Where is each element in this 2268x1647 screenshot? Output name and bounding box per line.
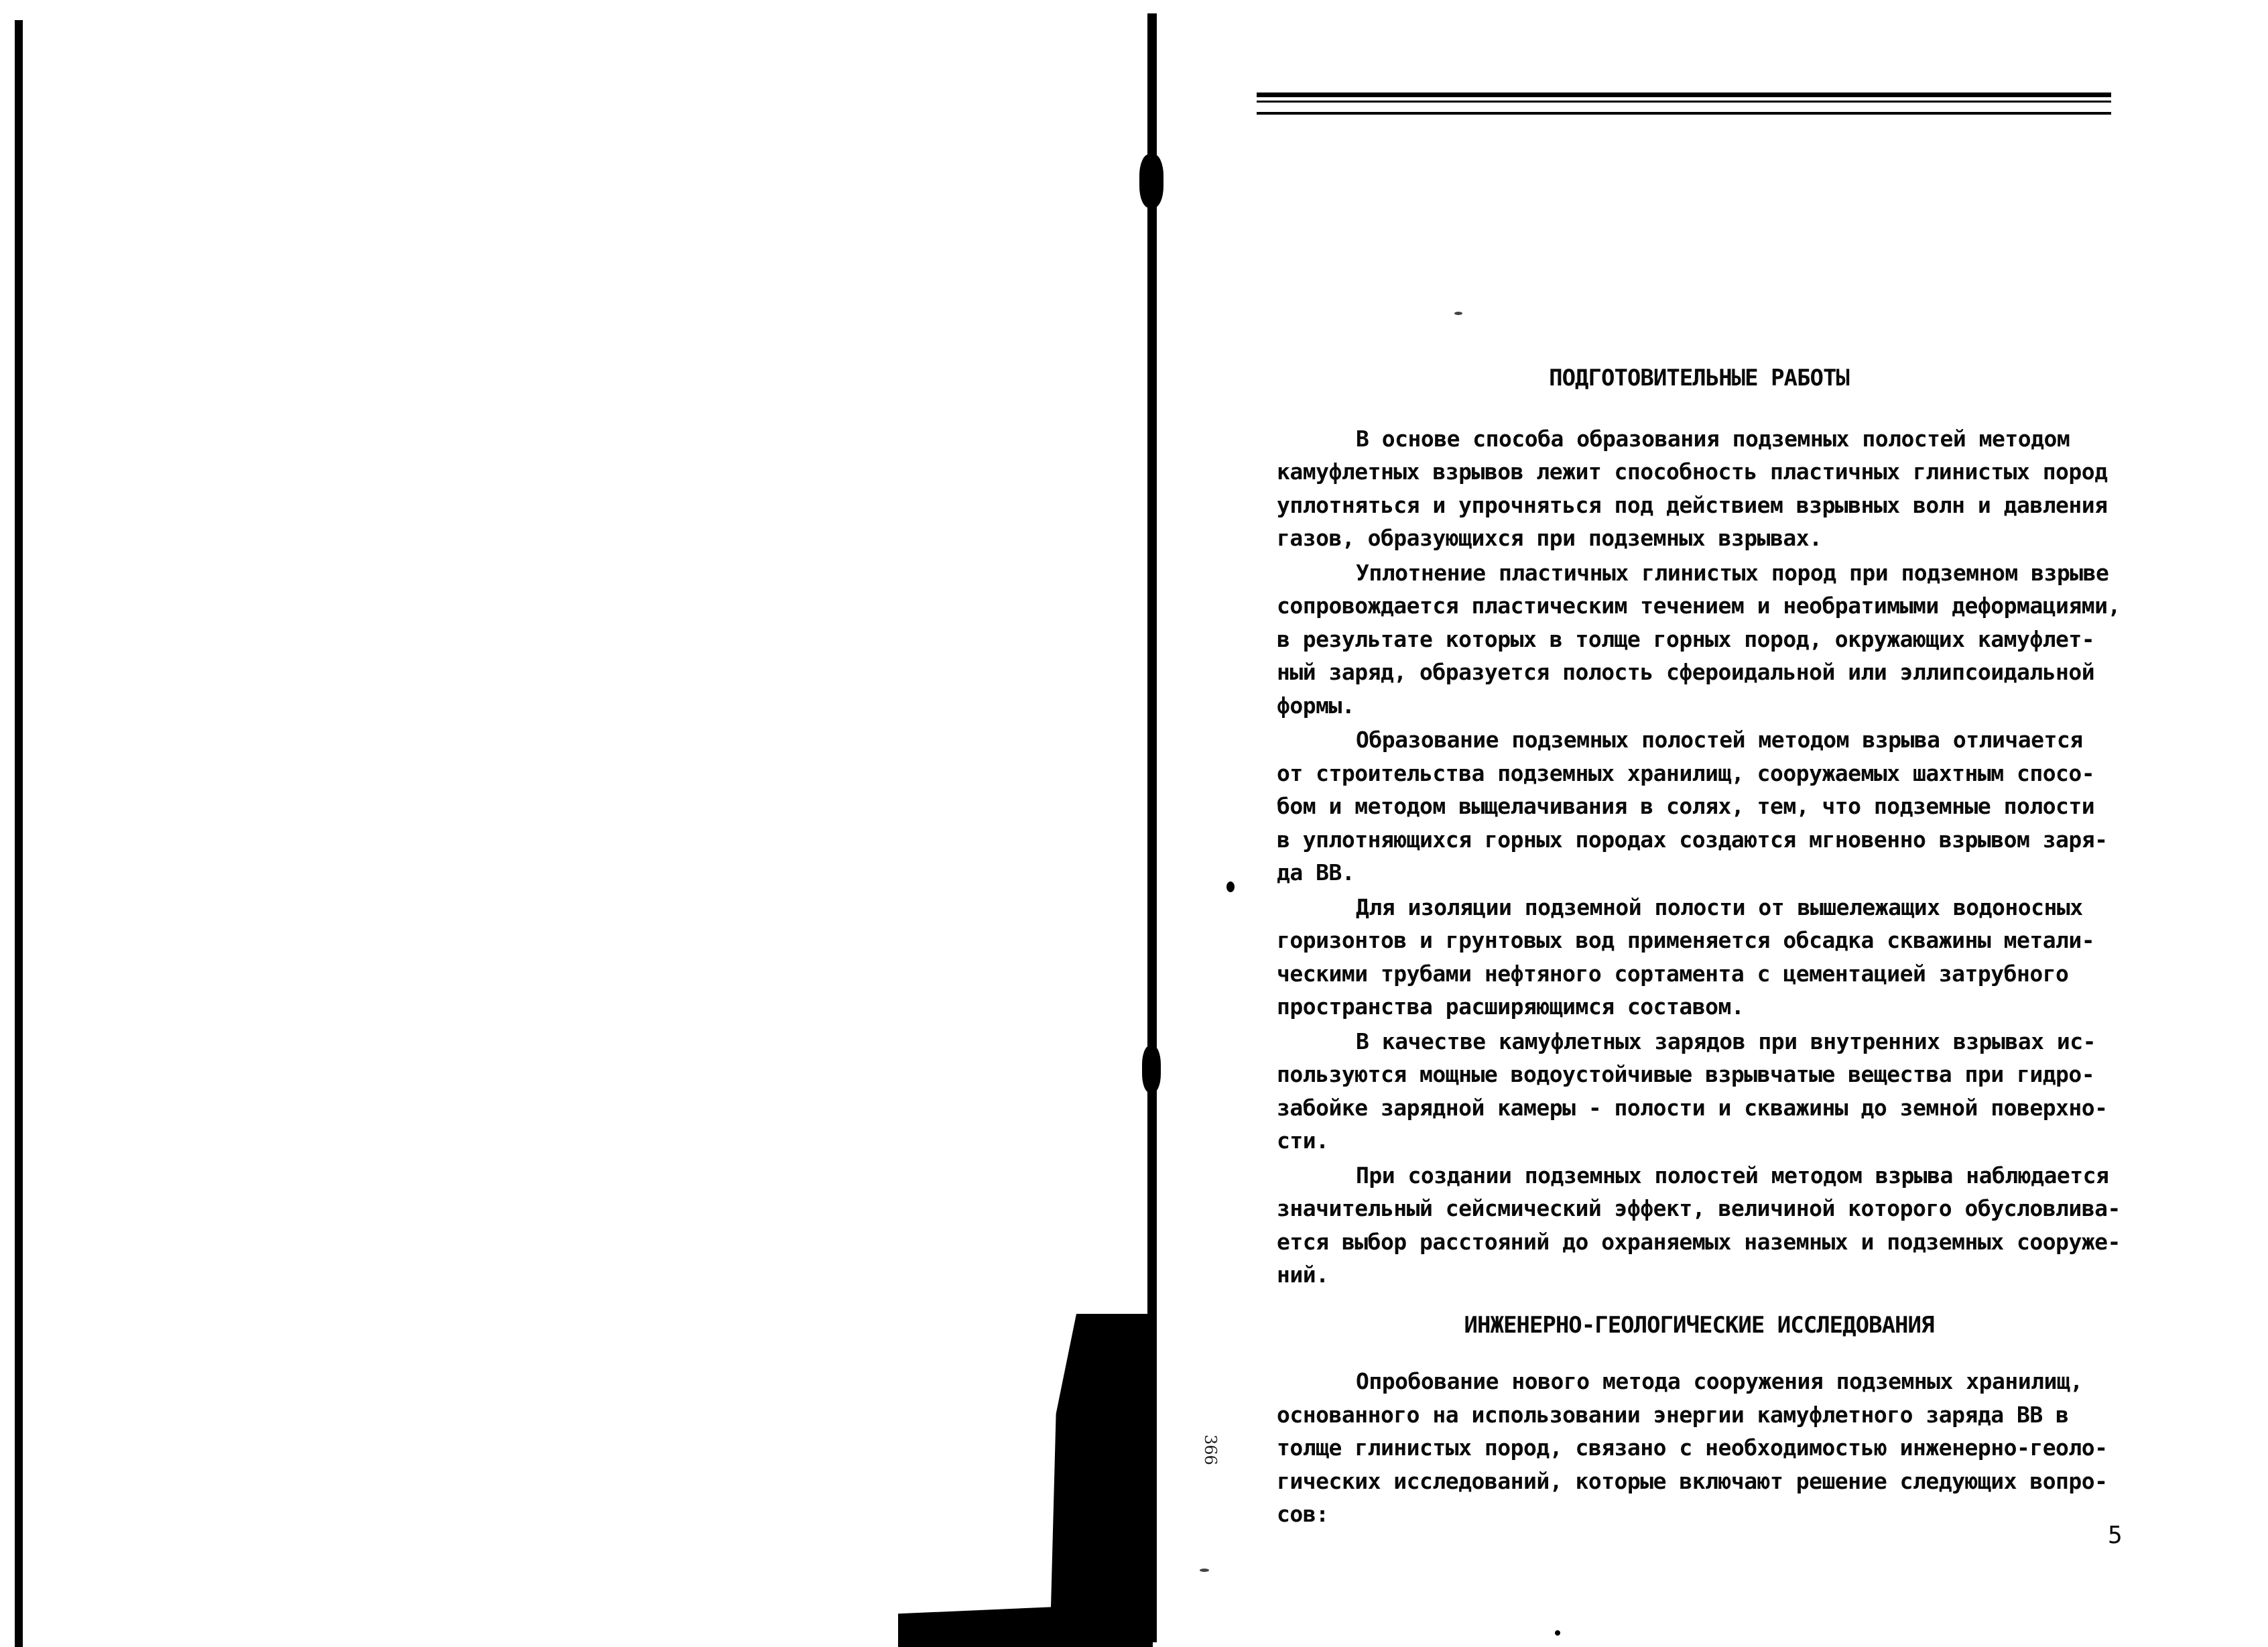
scan-speck <box>1226 881 1235 892</box>
text-line: газов, образующихся при подземных взрывах. <box>1277 525 1822 551</box>
text-line: сов: <box>1277 1501 1329 1527</box>
scan-shadow <box>898 1314 1153 1647</box>
text-line: сопровождается пластическим течением и необратимыми деформациями, <box>1277 593 2121 619</box>
text-line: в уплотняющихся горных породах создаются мгновенно взрывом заря- <box>1277 826 2108 853</box>
spine-blot <box>1139 154 1163 208</box>
paragraph <box>1277 1365 2121 1531</box>
section-body <box>1277 1365 2121 1531</box>
text-line: в результате которых в толще горных пород, окружающих камуфлет- <box>1277 625 2095 652</box>
section-heading: ИНЖЕНЕРНО-ГЕОЛОГИЧЕСКИЕ ИССЛЕДОВАНИЯ <box>1464 1311 1934 1339</box>
text-line: В качестве камуфлетных зарядов при внутренних взрывах ис- <box>1356 1028 2096 1054</box>
scan-speck <box>1200 1569 1209 1572</box>
paragraph <box>1277 891 2121 1024</box>
text-line: пользуются мощные водоустойчивые взрывчатые вещества при гидро- <box>1277 1061 2095 1087</box>
left-page-edge <box>15 20 23 1647</box>
text-line: уплотняться и упрочняться под действием взрывных волн и давления <box>1277 491 2108 518</box>
text-line: При создании подземных полостей методом взрыва наблюдается <box>1356 1162 2109 1188</box>
paragraph <box>1277 723 2121 890</box>
paragraph <box>1277 556 2121 723</box>
paragraph <box>1277 1159 2121 1292</box>
text-line: Опробование нового метода сооружения подземных хранилищ, <box>1356 1368 2083 1394</box>
text-line: В основе способа образования подземных полостей методом <box>1356 425 2070 452</box>
margin-note: 366 <box>1201 1435 1220 1465</box>
text-line: бом и методом выщелачивания в солях, тем, что подземные полости <box>1277 793 2095 819</box>
text-line: ный заряд, образуется полость сфероидальной или эллипсоидальной <box>1277 659 2095 685</box>
spine-blot <box>1142 1046 1161 1093</box>
text-line: камуфлетных взрывов лежит способность пластичных глинистых пород <box>1277 459 2108 485</box>
text-line: Для изоляции подземной полости от вышележащих водоносных <box>1356 894 2083 920</box>
page-number: 5 <box>2108 1522 2123 1549</box>
text-line: сти. <box>1277 1127 1329 1154</box>
text-line: значительный сейсмический эффект, величиной которого обусловлива- <box>1277 1195 2121 1221</box>
text-line: ний. <box>1277 1262 1329 1288</box>
header-rule <box>1257 93 2111 115</box>
text-line: формы. <box>1277 692 1355 719</box>
scan-speck <box>1454 312 1462 315</box>
text-line: основанного на использовании энергии камуфлетного заряда ВВ в <box>1277 1401 2069 1428</box>
text-line: от строительства подземных хранилищ, сооружаемых шахтным спосо- <box>1277 759 2095 786</box>
paragraph <box>1277 1025 2121 1158</box>
text-line: Образование подземных полостей методом взрыва отличается <box>1356 727 2083 753</box>
text-line: Уплотнение пластичных глинистых пород при подземном взрыве <box>1356 559 2109 586</box>
paragraph <box>1277 422 2121 555</box>
text-line: пространства расширяющимся составом. <box>1277 993 1745 1020</box>
text-line: забойке зарядной камеры - полости и скважины до земной поверхно- <box>1277 1094 2108 1121</box>
text-line: горизонтов и грунтовых вод применяется обсадка скважины метали- <box>1277 927 2095 953</box>
section-heading: ПОДГОТОВИТЕЛЬНЫЕ РАБОТЫ <box>1549 365 1849 391</box>
section-body <box>1277 422 2121 1292</box>
text-line: ческими трубами нефтяного сортамента с цементацией затрубного <box>1277 960 2069 987</box>
right-page-text <box>1277 362 2121 1532</box>
text-line: гических исследований, которые включают решение следующих вопро- <box>1277 1467 2108 1494</box>
text-line: толще глинистых пород, связано с необходимостью инженерно-геоло- <box>1277 1435 2108 1461</box>
text-line: да ВВ. <box>1277 859 1355 886</box>
text-line: ется выбор расстояний до охраняемых наземных и подземных сооруже- <box>1277 1228 2121 1255</box>
scan-speck <box>1555 1630 1560 1636</box>
